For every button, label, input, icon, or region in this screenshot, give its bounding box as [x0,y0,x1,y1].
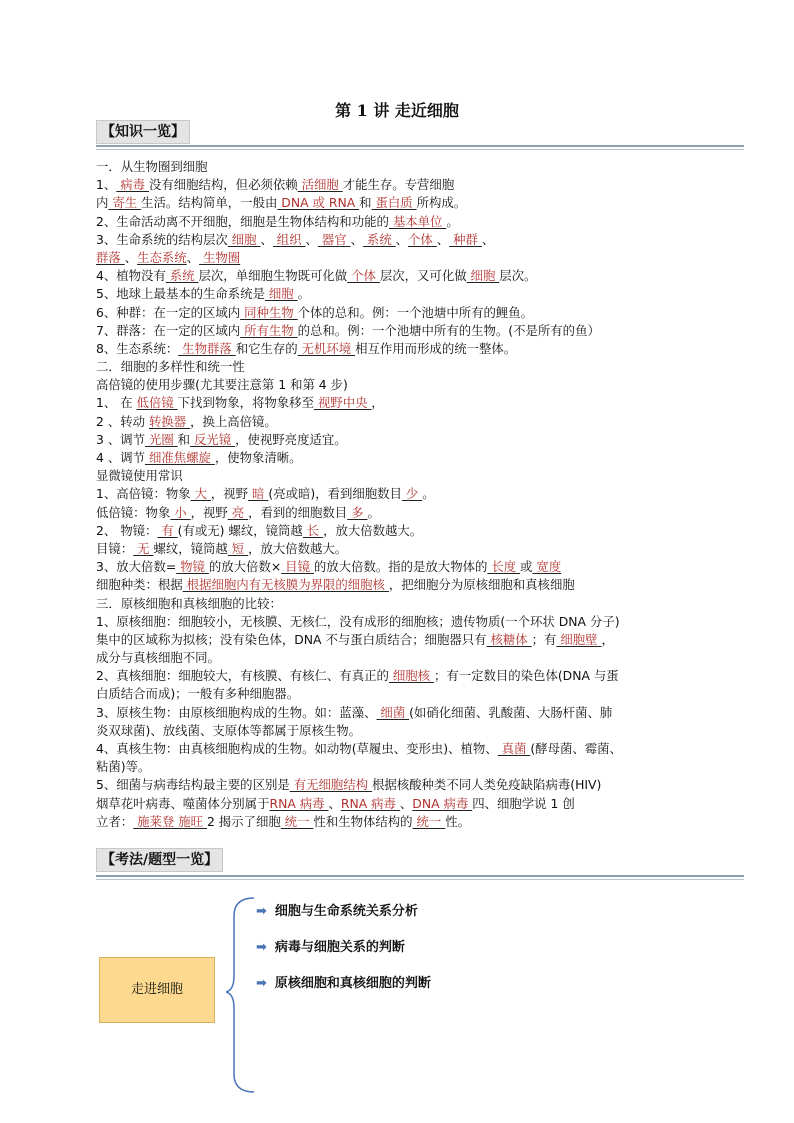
answer-blank: 细菌 [376,704,410,720]
line-text: 所构成。 [416,195,467,211]
text-line [96,558,704,576]
line-text: 层次，单细胞生物既可化做 [198,268,348,284]
line-text: 7、群落：在一定的区域内 [96,322,241,338]
answer-blank: RNA 病毒 [340,795,400,811]
answer-blank: 细胞核 [388,668,434,684]
line-text: 、 [186,249,200,265]
line-text: ；有 [531,631,557,647]
line-text: 和 [359,195,372,211]
text-line [96,595,704,613]
text-line [96,449,704,467]
text-line [96,485,704,503]
answer-blank: 反光镜 [190,431,236,447]
line-text: 二．细胞的多样性和统一性 [96,359,245,375]
answer-blank: 长度 [487,559,521,575]
text-line [96,413,704,431]
answer-blank: 器官 [317,231,351,247]
line-text: 层次。 [499,268,537,284]
answer-blank: 寄生 [108,195,142,211]
answer-blank: 系统 [165,268,199,284]
line-text: 相互作用而形成的统一整体。 [355,340,517,356]
line-text: 。 [446,213,459,229]
line-text: 细胞种类：根据 [96,577,183,593]
line-text: 层次，又可化做 [379,268,467,284]
line-text: 4、植物没有 [96,268,166,284]
line-text: (酵母菌、霉菌、 [530,741,622,756]
line-text: ，放大倍数越大。 [323,522,423,538]
answer-blank: 短 [227,540,249,556]
section-divider [96,145,744,147]
line-text: 目镜： [96,540,134,556]
line-text: 3、放大倍数= [96,559,177,575]
answer-blank: 细胞 [227,231,261,247]
answer-blank: 施莱登 施旺 [133,813,207,829]
line-text: 炎双球菌)、放线菌、支原体等都属于原核生物。 [96,722,362,738]
line-text: 内 [96,195,109,211]
line-text: 或 [520,559,533,575]
line-text: 下找到物象，将物象移至 [177,395,314,411]
arrow-right-icon: ➡ [256,904,267,919]
line-text: 白质结合而成)；一般有多种细胞器。 [96,686,300,702]
line-text: 立者： [96,813,134,829]
text-line [96,540,704,558]
text-line [96,667,704,685]
answer-blank: 细准焦螺旋 [145,450,215,465]
answer-blank: 大 [190,486,211,502]
line-text: 低倍镜：物象 [96,504,171,520]
text-line [96,631,704,649]
line-text: (亮或暗)，看到细胞数目 [268,486,402,502]
text-line [96,394,704,412]
text-line [96,722,704,740]
line-text: ，放大倍数越大。 [248,540,348,556]
line-text: ， [601,631,614,647]
text-line [96,776,704,794]
line-text: 粘菌)等。 [96,759,151,775]
line-text: 没有细胞结构，但必须依赖 [148,177,298,193]
answer-blank: 组织 [272,231,306,247]
section-heading-question-types: 【考法/题型一览】 [96,848,223,872]
text-line [96,685,704,703]
answer-blank: 种群 [449,231,482,247]
text-line [96,340,704,358]
answer-blank: 生物圈 [199,249,241,265]
line-text: ，使视野亮度适宜。 [235,431,347,447]
answer-blank: 视野中央 [313,395,372,411]
line-text: 和它生存的 [235,340,298,356]
line-text: 6、种群：在一定的区域内 [96,304,241,320]
answer-blank: 系统 [362,231,396,247]
line-text: ；有一定数目的染色体(DNA 与蛋 [433,668,619,684]
answer-blank: 亮 [227,504,249,520]
arrow-right-icon: ➡ [256,940,267,955]
branch-label: 病毒与细胞关系的判断 [274,940,405,955]
mindmap-branch [256,938,405,958]
text-line [96,158,704,176]
line-text: (如硝化细菌、乳酸菌、大肠杆菌、肺 [409,704,613,720]
line-text: 4 、调节 [96,450,145,465]
line-text: 、 [350,231,363,247]
answer-blank: 活细胞 [297,177,343,193]
line-text: ， [371,395,384,411]
line-text: ，视野 [190,504,228,520]
text-line [96,740,704,758]
line-text: 2 、转动 [96,413,149,429]
answer-blank: 所有生物 [240,322,298,338]
answer-blank: 长 [302,522,324,538]
line-text: 性和生物体结构的 [313,813,413,829]
line-text: 三．原核细胞和真核细胞的比较： [96,595,282,611]
text-line [96,704,704,722]
line-text: 、 [399,795,413,811]
line-text: 3、生命系统的结构层次 [96,231,228,247]
answer-blank: 个体 [347,268,380,284]
text-line [96,358,704,376]
line-text: 1、高倍镜：物象 [96,486,191,502]
answer-blank: 细胞壁 [556,631,602,647]
line-text: 、 [481,231,495,247]
answer-blank: 小 [170,504,191,520]
answer-blank: 生态系统 [137,249,187,265]
page-title: 第 1 讲 走近细胞 [335,101,459,120]
answer-blank: 基本单位 [388,213,447,229]
line-text: 2 揭示了细胞 [206,813,281,829]
line-text: ，看到的细胞数目 [248,504,348,520]
line-text: 四、细胞学说 1 创 [472,795,575,811]
line-text: 2、 物镜： [96,522,158,538]
text-line [96,176,704,194]
line-text: 、 [395,231,409,247]
knowledge-body [96,158,704,831]
line-text: 烟草花叶病毒、噬菌体分别属于 [96,795,270,811]
answer-blank: 群落 [96,249,125,265]
answer-blank: 生物群落 [178,340,236,356]
line-text: 2、生命活动离不开细胞，细胞是生物体结构和功能的 [96,213,389,229]
line-text: 的总和。例：一个池塘中所有的生物。(不是所有的鱼） [297,322,600,338]
line-text: ，换上高倍镜。 [190,413,277,429]
line-text: 2、真核细胞：细胞较大，有核膜、有核仁、有真正的 [96,668,389,684]
answer-blank: 统一 [412,813,446,829]
section-divider-thin [96,879,744,880]
answer-blank: 暗 [248,486,269,502]
line-text: ，使物象清晰。 [214,450,302,465]
text-line [96,213,704,231]
line-text: 集中的区域称为拟核；没有染色体，DNA 不与蛋白质结合；细胞器只有 [96,631,487,647]
answer-blank: RNA 病毒 [269,795,329,811]
answer-blank: 少 [401,486,423,502]
answer-blank: 低倍镜 [136,395,178,411]
line-text: 性。 [445,813,470,829]
line-text: 、 [260,231,273,247]
text-line [96,267,704,285]
line-text: 根据核酸种类不同人类免疫缺陷病毒(HIV) [371,777,602,793]
arrow-right-icon: ➡ [256,976,267,991]
text-line [96,758,704,776]
line-text: (有或无) 螺纹，镜筒越 [177,522,303,538]
answer-blank: 物镜 [176,559,209,575]
line-text: 4、真核生物：由真核细胞构成的生物。如动物(草履虫、变形虫)、植物、 [96,741,498,756]
line-text: 。 [297,286,311,302]
line-text: 3、原核生物：由原核细胞构成的生物。如：蓝藻、 [96,704,377,720]
line-text: 、 [328,795,341,811]
line-text: 显微镜使用常识 [96,468,183,484]
line-text: 。 [422,486,435,502]
answer-blank: 细胞 [466,268,500,284]
answer-blank: 蛋白质 [371,195,417,211]
answer-blank: DNA 或 RNA [277,195,360,211]
line-text: 个体的总和。例：一个池塘中所有的鲤鱼。 [297,304,534,320]
answer-blank: 目镜 [281,559,314,575]
answer-blank: 转换器 [148,413,191,429]
text-line [96,322,704,340]
answer-blank: 根据细胞内有无核膜为界限的细胞核 [182,577,389,593]
line-text: 5、地球上最基本的生命系统是 [96,286,265,302]
answer-blank: 细胞 [264,286,298,302]
line-text: 5、细菌与病毒结构最主要的区别是 [96,777,290,793]
answer-blank: 统一 [280,813,314,829]
answer-blank: 同种生物 [240,304,298,320]
text-line [96,613,704,631]
line-text: 和 [177,431,191,447]
line-text: 螺纹，镜筒越 [153,540,228,556]
line-text: 成分与真核细胞不同。 [96,650,220,666]
answer-blank: 宽度 [532,559,562,575]
answer-blank: 多 [347,504,368,520]
mindmap-branch [256,902,418,922]
line-text: 高倍镜的使用步骤(尤其要注意第 1 和第 4 步) [96,377,348,393]
line-text: 、 [436,231,450,247]
text-line [96,376,704,394]
section-divider-thin [96,149,744,150]
answer-blank: 无 [133,540,154,556]
line-text: ，视野 [210,486,249,502]
line-text: 、 [124,249,138,265]
answer-blank: 光圈 [145,431,178,447]
branch-label: 原核细胞和真核细胞的判断 [274,976,431,991]
line-text: 的放大倍数× [208,559,282,575]
line-text: 3 、调节 [96,431,145,447]
answer-blank: 个体 [408,231,437,247]
text-line [96,522,704,540]
line-text: 、 [305,231,318,247]
answer-blank: 无机环境 [297,340,356,356]
text-line [96,576,704,594]
mindmap-branch [256,974,431,994]
answer-blank: 有 [157,522,178,538]
answer-blank: 核糖体 [486,631,532,647]
answer-blank: DNA 病毒 [412,795,473,811]
text-line [96,304,704,322]
text-line [96,795,704,813]
answer-blank: 真菌 [497,741,531,756]
line-text: 生活。结构简单，一般由 [141,195,278,211]
section-heading-knowledge: 【知识一览】 [96,120,190,144]
line-text: 才能生存。专营细胞 [342,177,455,193]
line-text: 一．从生物圈到细胞 [96,159,208,174]
line-text: ，把细胞分为原核细胞和真核细胞 [388,577,575,593]
mindmap-root: 走进细胞 [99,957,215,1023]
text-line [96,231,704,249]
branch-label: 细胞与生命系统关系分析 [274,904,418,919]
text-line [96,504,704,522]
answer-blank: 病毒 [116,177,149,193]
line-text: 的放大倍数。指的是放大物体的 [313,559,488,575]
section-divider [96,875,744,877]
text-line [96,194,704,212]
text-line [96,649,704,667]
line-text: 1、原核细胞：细胞较小，无核膜、无核仁，没有成形的细胞核；遗传物质(一个环状 DNA 分子) [96,613,620,629]
line-text: 8、生态系统： [96,340,179,356]
line-text: 1、 在 [96,395,137,411]
mindmap-brace [226,896,256,1096]
text-line [96,431,704,449]
text-line [96,285,704,303]
line-text: 1、 [96,177,117,193]
answer-blank: 有无细胞结构 [289,777,372,793]
text-line [96,249,704,267]
text-line [96,467,704,485]
text-line [96,813,704,831]
line-text: 。 [367,504,380,520]
